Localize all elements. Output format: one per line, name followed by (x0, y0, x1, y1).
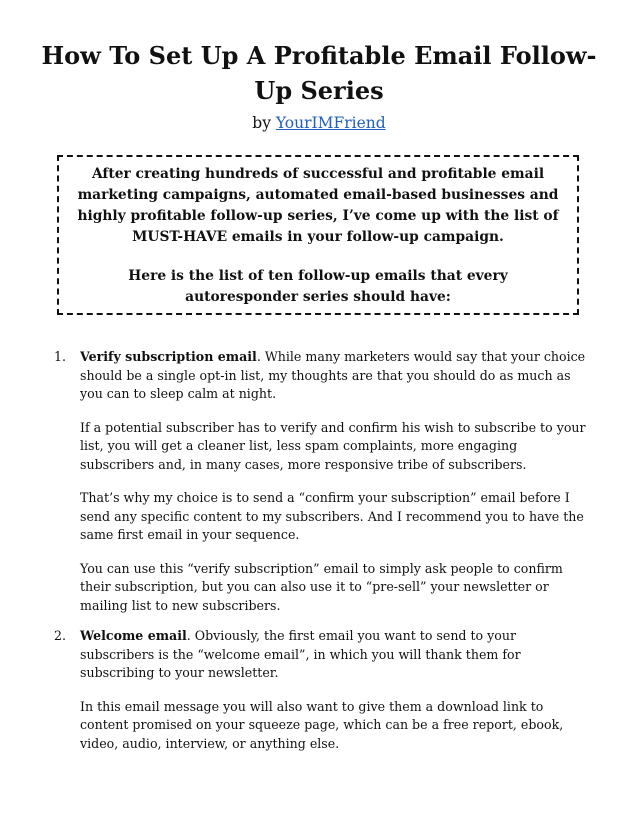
list-item-heading: Welcome email (80, 628, 187, 643)
list-item-first-text: . Obviously, the first email you want to send to your subscribers is the “welcome email”, in which you will thank them for subscribing to your newsletter. (80, 628, 521, 680)
list-item-number: 1. (54, 349, 67, 364)
byline (40, 112, 598, 134)
document-title: How To Set Up A Profitable Email Follow-Up Series (41, 41, 597, 105)
list-item-heading: Verify subscription email (80, 349, 257, 364)
list-item-paragraph: That’s why my choice is to send a “confirm your subscription” email before I send any specific content to my subscribers. And I recommend you to have the same first email in your sequence. (80, 490, 584, 542)
author-link[interactable]: YourIMFriend (275, 114, 386, 132)
callout-lead-text: Here is the list of ten follow-up emails that every autoresponder series should have: (128, 268, 508, 305)
follow-up-email-list (54, 348, 586, 765)
byline-prefix: by (252, 114, 276, 132)
list-item-paragraph: If a potential subscriber has to verify and confirm his wish to subscribe to your list, you will get a cleaner list, less spam complaints, more engaging subscribers and, in many cases, more responsive tribe of subscribers. (80, 419, 586, 472)
list-item-verify-subscription (54, 348, 586, 615)
list-item-first-paragraph (80, 348, 586, 404)
callout-intro-text: After creating hundreds of successful and profitable email marketing campaigns, automated email-based businesses and highly profitable follow-up series, I’ve come up with the list of MUST-HAVE emails in your follow-up campaign. (77, 166, 559, 245)
list-item-paragraph: You can use this “verify subscription” email to simply ask people to confirm their subscription, but you can also use it to “pre-sell” your newsletter or mailing list to new subscribers. (80, 560, 563, 613)
list-item-first-paragraph (80, 627, 586, 683)
list-item-paragraph: In this email message you will also want to give them a download link to content promised on your squeeze page, which can be a free report, ebook, video, audio, interview, or anything else. (80, 698, 564, 751)
intro-callout-box (57, 155, 579, 315)
callout-spacer (75, 248, 561, 266)
list-item-welcome-email (54, 627, 586, 753)
list-item-number: 2. (54, 628, 67, 643)
list-item-first-text: . While many marketers would say that your choice should be a single opt-in list, my thoughts are that you should do as much as you can to sleep calm at night. (80, 349, 586, 401)
